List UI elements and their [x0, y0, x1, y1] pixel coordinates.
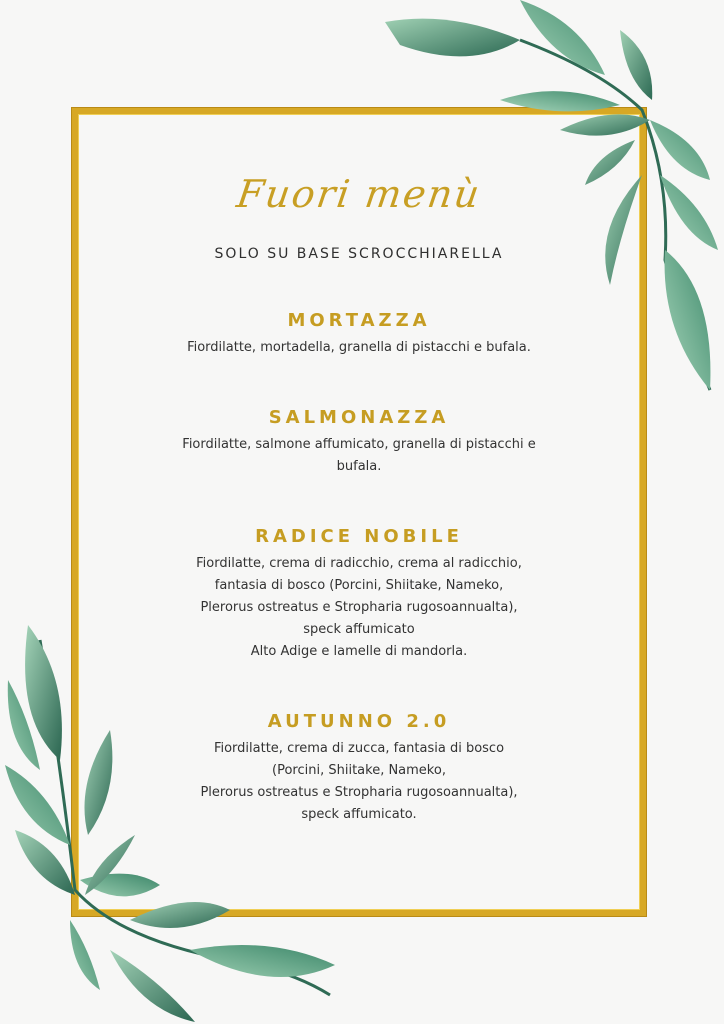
- menu-item-name: MORTAZZA: [287, 310, 431, 331]
- menu-item-mortazza: [78, 310, 640, 359]
- menu-subtitle: SOLO SU BASE SCROCCHIARELLA: [214, 246, 504, 262]
- menu-item-autunno: [78, 711, 640, 826]
- menu-item-description: Fiordilatte, crema di radicchio, crema al radicchio, fantasia di bosco (Porcini, Shiitake, Nameko, Plerorus ostreatus e Stropharia rugosoannualta), speck affumicato Alto Adige e lamelle di mandorla.: [196, 556, 522, 659]
- menu-item-name: RADICE NOBILE: [255, 526, 463, 547]
- menu-item-description: Fiordilatte, mortadella, granella di pistacchi e bufala.: [187, 340, 531, 355]
- menu-item-description: Fiordilatte, crema di zucca, fantasia di bosco (Porcini, Shiitake, Nameko, Plerorus ostreatus e Stropharia rugosoannualta), speck affumicato.: [200, 741, 518, 822]
- menu-content: [78, 114, 640, 826]
- menu-item-radice-nobile: [78, 526, 640, 663]
- menu-item-salmonazza: [78, 407, 640, 478]
- menu-title: Fuori menù: [234, 172, 484, 216]
- menu-item-name: SALMONAZZA: [268, 407, 450, 428]
- menu-item-name: AUTUNNO 2.0: [267, 711, 451, 732]
- menu-item-description: Fiordilatte, salmone affumicato, granella di pistacchi e bufala.: [182, 437, 536, 474]
